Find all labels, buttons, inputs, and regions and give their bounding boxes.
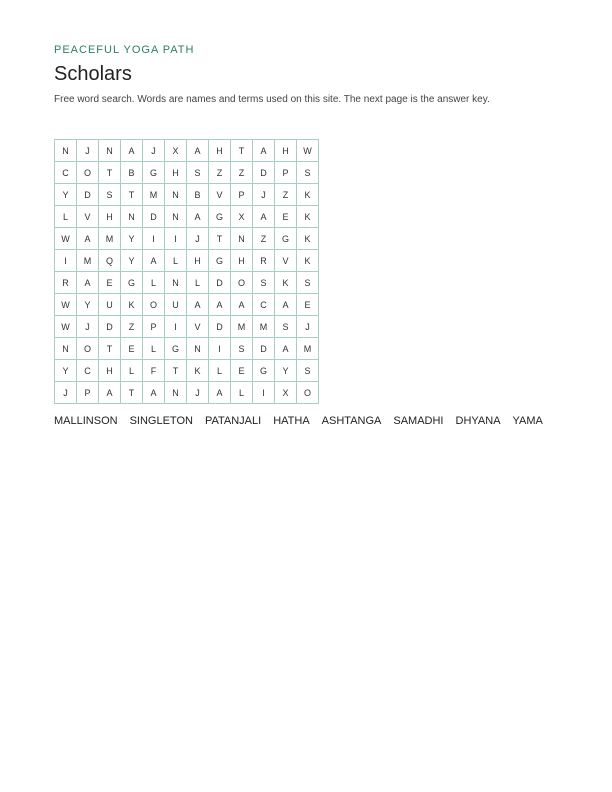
- intro-text: Free word search. Words are names and terms used on this site. The next page is the answer key.: [54, 94, 490, 105]
- grid-cell: K: [297, 228, 319, 250]
- brand-name: PEACEFUL YOGA PATH: [54, 44, 195, 56]
- page-title: Scholars: [54, 63, 132, 85]
- grid-row: [55, 250, 319, 272]
- grid-cell: A: [143, 382, 165, 404]
- word-search-grid: [54, 139, 319, 404]
- grid-cell: L: [231, 382, 253, 404]
- grid-cell: E: [121, 338, 143, 360]
- grid-cell: N: [165, 206, 187, 228]
- grid-cell: H: [231, 250, 253, 272]
- grid-cell: O: [231, 272, 253, 294]
- grid-cell: O: [297, 382, 319, 404]
- grid-cell: R: [55, 272, 77, 294]
- grid-cell: D: [209, 316, 231, 338]
- word-list-item: DHYANA: [455, 415, 501, 427]
- grid-cell: Y: [121, 228, 143, 250]
- grid-cell: D: [253, 338, 275, 360]
- grid-cell: N: [187, 338, 209, 360]
- grid-cell: O: [77, 162, 99, 184]
- grid-cell: J: [297, 316, 319, 338]
- grid-cell: Y: [55, 360, 77, 382]
- grid-cell: S: [231, 338, 253, 360]
- grid-row: [55, 206, 319, 228]
- word-list-item: MALLINSON: [54, 415, 118, 427]
- grid-cell: Y: [55, 184, 77, 206]
- grid-cell: I: [209, 338, 231, 360]
- grid-cell: G: [253, 360, 275, 382]
- grid-cell: J: [253, 184, 275, 206]
- grid-cell: U: [99, 294, 121, 316]
- grid-cell: U: [165, 294, 187, 316]
- grid-cell: N: [99, 140, 121, 162]
- grid-cell: N: [55, 338, 77, 360]
- grid-cell: S: [187, 162, 209, 184]
- grid-cell: P: [231, 184, 253, 206]
- grid-cell: G: [143, 162, 165, 184]
- grid-cell: I: [143, 228, 165, 250]
- word-list-item: PATANJALI: [204, 415, 262, 427]
- grid-cell: P: [275, 162, 297, 184]
- grid-cell: G: [209, 206, 231, 228]
- grid-cell: M: [77, 250, 99, 272]
- grid-cell: R: [253, 250, 275, 272]
- grid-cell: Z: [231, 162, 253, 184]
- grid-cell: N: [165, 272, 187, 294]
- grid-cell: A: [143, 250, 165, 272]
- grid-cell: H: [209, 140, 231, 162]
- grid-cell: E: [99, 272, 121, 294]
- grid-row: [55, 382, 319, 404]
- grid-cell: B: [121, 162, 143, 184]
- grid-row: [55, 338, 319, 360]
- grid-cell: T: [209, 228, 231, 250]
- grid-cell: E: [297, 294, 319, 316]
- grid-cell: L: [209, 360, 231, 382]
- grid-cell: Y: [275, 360, 297, 382]
- grid-cell: I: [165, 316, 187, 338]
- word-list-item: YAMA: [512, 415, 543, 427]
- grid-cell: B: [187, 184, 209, 206]
- word-list: [54, 415, 543, 427]
- grid-cell: N: [165, 382, 187, 404]
- grid-cell: J: [143, 140, 165, 162]
- grid-cell: Z: [275, 184, 297, 206]
- grid-row: [55, 272, 319, 294]
- grid-cell: A: [209, 294, 231, 316]
- grid-cell: T: [121, 382, 143, 404]
- grid-cell: D: [77, 184, 99, 206]
- grid-cell: T: [165, 360, 187, 382]
- grid-cell: W: [55, 228, 77, 250]
- grid-cell: S: [99, 184, 121, 206]
- grid-cell: L: [121, 360, 143, 382]
- grid-cell: D: [143, 206, 165, 228]
- grid-cell: M: [143, 184, 165, 206]
- grid-cell: D: [253, 162, 275, 184]
- grid-cell: X: [275, 382, 297, 404]
- grid-cell: K: [121, 294, 143, 316]
- grid-cell: G: [165, 338, 187, 360]
- grid-row: [55, 360, 319, 382]
- grid-cell: W: [55, 294, 77, 316]
- grid-cell: P: [77, 382, 99, 404]
- grid-cell: S: [275, 316, 297, 338]
- word-list-item: SINGLETON: [129, 415, 193, 427]
- grid-cell: K: [187, 360, 209, 382]
- grid-cell: E: [275, 206, 297, 228]
- grid-cell: A: [275, 294, 297, 316]
- grid-cell: N: [165, 184, 187, 206]
- grid-cell: H: [99, 206, 121, 228]
- grid-cell: V: [77, 206, 99, 228]
- word-list-item: HATHA: [273, 415, 310, 427]
- grid-cell: X: [231, 206, 253, 228]
- grid-cell: H: [99, 360, 121, 382]
- grid-cell: A: [187, 140, 209, 162]
- grid-cell: L: [143, 272, 165, 294]
- grid-cell: J: [187, 382, 209, 404]
- grid-cell: L: [165, 250, 187, 272]
- grid-cell: A: [77, 228, 99, 250]
- grid-cell: C: [55, 162, 77, 184]
- grid-cell: T: [99, 338, 121, 360]
- grid-row: [55, 228, 319, 250]
- grid-cell: T: [231, 140, 253, 162]
- grid-cell: K: [297, 250, 319, 272]
- grid-row: [55, 184, 319, 206]
- grid-cell: Z: [253, 228, 275, 250]
- grid-cell: A: [253, 206, 275, 228]
- grid-cell: A: [187, 294, 209, 316]
- grid-cell: S: [297, 162, 319, 184]
- grid-cell: Q: [99, 250, 121, 272]
- grid-cell: K: [297, 184, 319, 206]
- grid-cell: H: [187, 250, 209, 272]
- grid-cell: X: [165, 140, 187, 162]
- grid-cell: Y: [77, 294, 99, 316]
- grid-cell: A: [187, 206, 209, 228]
- grid-cell: A: [253, 140, 275, 162]
- grid-cell: N: [121, 206, 143, 228]
- grid-cell: I: [165, 228, 187, 250]
- grid-cell: N: [55, 140, 77, 162]
- word-list-item: SAMADHI: [393, 415, 444, 427]
- grid-cell: L: [187, 272, 209, 294]
- grid-cell: D: [209, 272, 231, 294]
- word-list-item: ASHTANGA: [321, 415, 382, 427]
- grid-cell: L: [55, 206, 77, 228]
- grid-cell: J: [55, 382, 77, 404]
- grid-cell: A: [121, 140, 143, 162]
- grid-cell: T: [99, 162, 121, 184]
- grid-cell: C: [253, 294, 275, 316]
- grid-cell: A: [77, 272, 99, 294]
- grid-cell: G: [121, 272, 143, 294]
- grid-cell: W: [55, 316, 77, 338]
- grid-row: [55, 162, 319, 184]
- grid-cell: H: [165, 162, 187, 184]
- grid-cell: P: [143, 316, 165, 338]
- grid-cell: M: [231, 316, 253, 338]
- grid-cell: A: [231, 294, 253, 316]
- grid-cell: O: [143, 294, 165, 316]
- grid-cell: V: [275, 250, 297, 272]
- grid-cell: O: [77, 338, 99, 360]
- grid-cell: G: [209, 250, 231, 272]
- grid-cell: G: [275, 228, 297, 250]
- grid-cell: T: [121, 184, 143, 206]
- grid-cell: I: [253, 382, 275, 404]
- grid-cell: N: [231, 228, 253, 250]
- grid-row: [55, 294, 319, 316]
- grid-cell: Z: [209, 162, 231, 184]
- grid-cell: L: [143, 338, 165, 360]
- grid-cell: Z: [121, 316, 143, 338]
- grid-cell: H: [275, 140, 297, 162]
- grid-cell: K: [297, 206, 319, 228]
- grid-row: [55, 140, 319, 162]
- grid-cell: J: [77, 316, 99, 338]
- grid-cell: M: [253, 316, 275, 338]
- grid-cell: K: [275, 272, 297, 294]
- grid-cell: S: [297, 272, 319, 294]
- grid-cell: I: [55, 250, 77, 272]
- grid-cell: S: [253, 272, 275, 294]
- grid-cell: J: [187, 228, 209, 250]
- grid-cell: J: [77, 140, 99, 162]
- grid-cell: V: [209, 184, 231, 206]
- grid-cell: Y: [121, 250, 143, 272]
- grid-cell: A: [209, 382, 231, 404]
- grid-cell: W: [297, 140, 319, 162]
- grid-cell: V: [187, 316, 209, 338]
- grid-cell: D: [99, 316, 121, 338]
- grid-cell: S: [297, 360, 319, 382]
- grid-cell: M: [297, 338, 319, 360]
- grid-cell: C: [77, 360, 99, 382]
- grid-row: [55, 316, 319, 338]
- grid-cell: A: [275, 338, 297, 360]
- grid-cell: A: [99, 382, 121, 404]
- grid-cell: E: [231, 360, 253, 382]
- grid-cell: M: [99, 228, 121, 250]
- grid-cell: F: [143, 360, 165, 382]
